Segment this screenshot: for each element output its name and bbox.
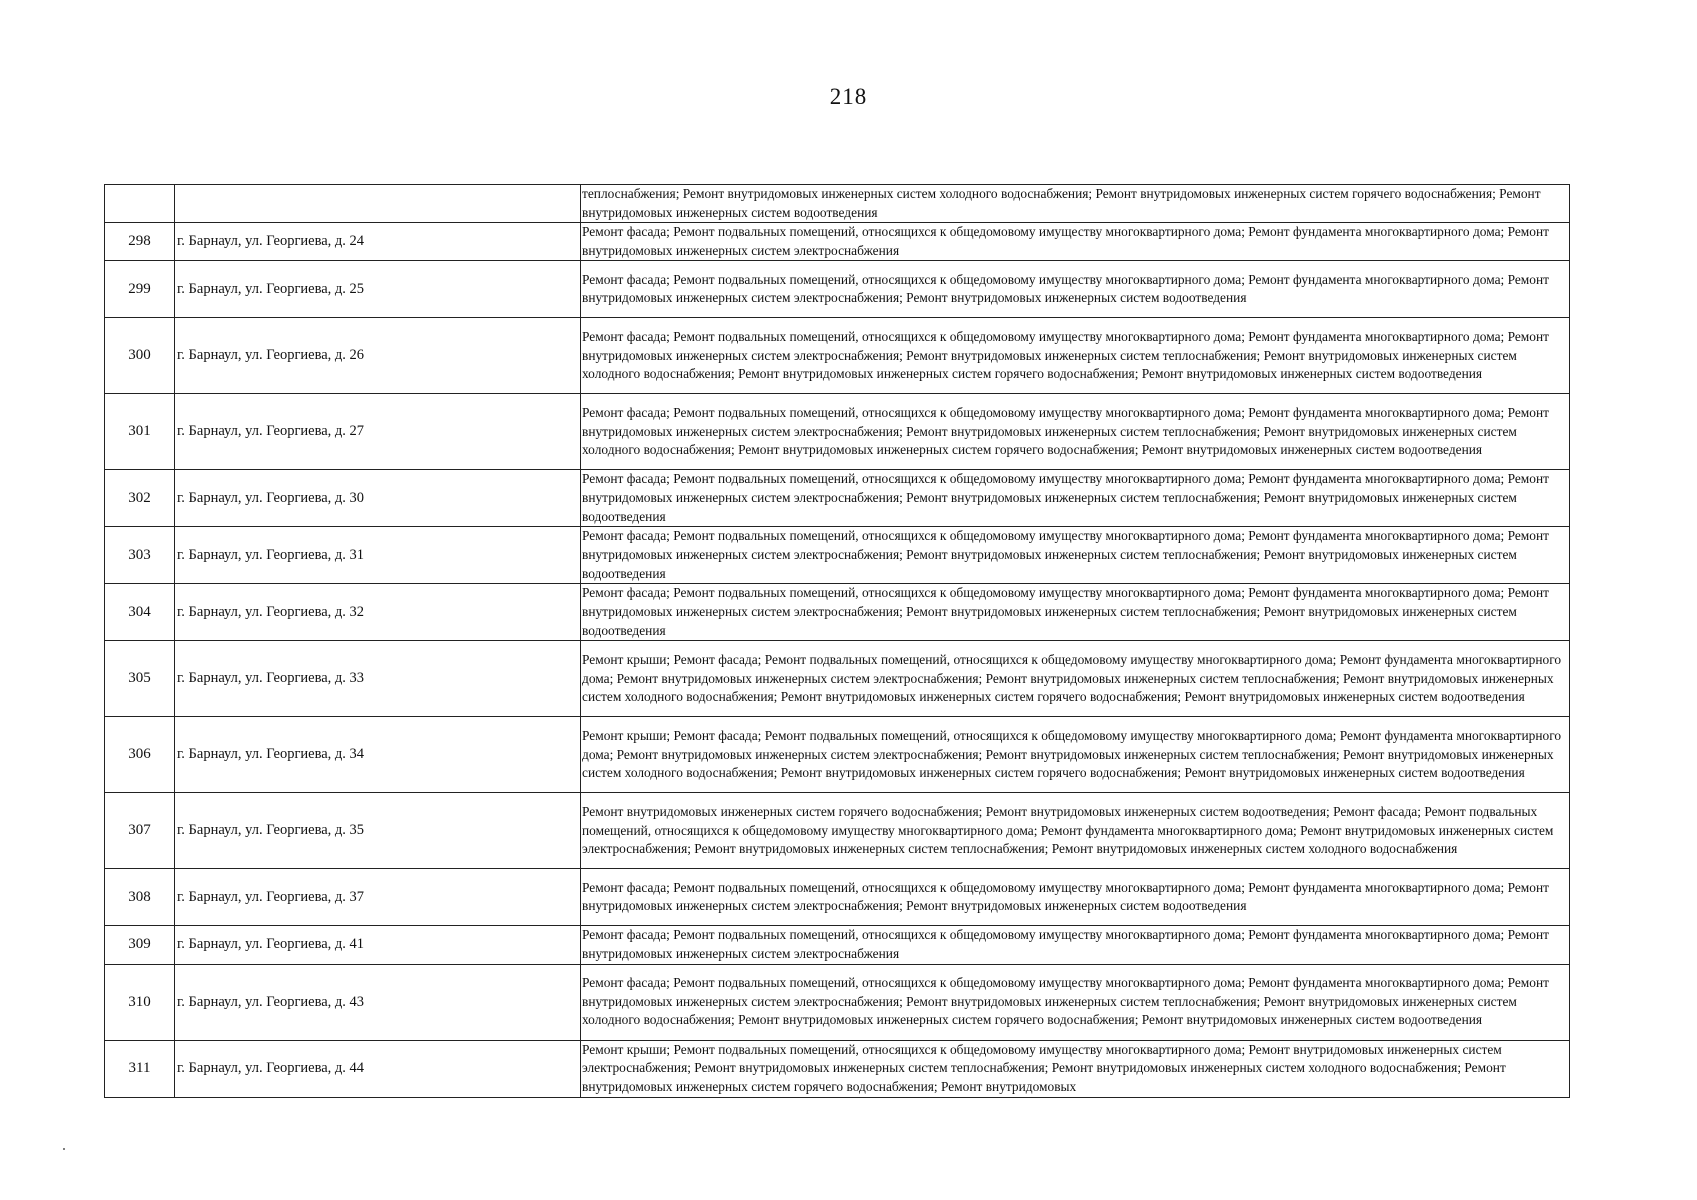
table-row: [105, 470, 1570, 527]
row-number-cell: 303: [105, 527, 175, 584]
row-number-cell: 300: [105, 318, 175, 394]
works-cell: Ремонт фасада; Ремонт подвальных помещений, относящихся к общедомовому имуществу многоквартирного дома; Ремонт фундамента многоквартирного дома; Ремонт внутридомовых инженерных систем электроснабжения; Ремонт внутридомовых инженерных систем водоотведения: [581, 869, 1570, 926]
works-cell: Ремонт крыши; Ремонт фасада; Ремонт подвальных помещений, относящихся к общедомовому имуществу многоквартирного дома; Ремонт фундамента многоквартирного дома; Ремонт внутридомовых инженерных систем электроснабжения; Ремонт внутридомовых инженерных систем теплоснабжения; Ремонт внутридомовых инженерных систем холодного водоснабжения; Ремонт внутридомовых инженерных систем горячего водоснабжения; Ремонт внутридомовых инженерных систем водоотведения: [581, 641, 1570, 717]
row-number-cell: 304: [105, 584, 175, 641]
address-cell: [175, 185, 581, 223]
row-number-cell: 301: [105, 394, 175, 470]
address-cell: г. Барнаул, ул. Георгиева, д. 27: [175, 394, 581, 470]
address-cell: г. Барнаул, ул. Георгиева, д. 33: [175, 641, 581, 717]
works-cell: Ремонт фасада; Ремонт подвальных помещений, относящихся к общедомовому имуществу многоквартирного дома; Ремонт фундамента многоквартирного дома; Ремонт внутридомовых инженерных систем электроснабжения: [581, 926, 1570, 964]
address-cell: г. Барнаул, ул. Георгиева, д. 25: [175, 261, 581, 318]
works-cell: Ремонт фасада; Ремонт подвальных помещений, относящихся к общедомовому имуществу многоквартирного дома; Ремонт фундамента многоквартирного дома; Ремонт внутридомовых инженерных систем электроснабжения; Ремонт внутридомовых инженерных систем теплоснабжения; Ремонт внутридомовых инженерных систем холодного водоснабжения; Ремонт внутридомовых инженерных систем горячего водоснабжения; Ремонт внутридомовых инженерных систем водоотведения: [581, 394, 1570, 470]
table-body: [105, 185, 1570, 1098]
address-cell: г. Барнаул, ул. Георгиева, д. 26: [175, 318, 581, 394]
works-cell: Ремонт фасада; Ремонт подвальных помещений, относящихся к общедомовому имуществу многоквартирного дома; Ремонт фундамента многоквартирного дома; Ремонт внутридомовых инженерных систем электроснабжения; Ремонт внутридомовых инженерных систем теплоснабжения; Ремонт внутридомовых инженерных систем холодного водоснабжения; Ремонт внутридомовых инженерных систем горячего водоснабжения; Ремонт внутридомовых инженерных систем водоотведения: [581, 964, 1570, 1040]
row-number-cell: 307: [105, 793, 175, 869]
works-cell: теплоснабжения; Ремонт внутридомовых инженерных систем холодного водоснабжения; Ремонт внутридомовых инженерных систем горячего водоснабжения; Ремонт внутридомовых инженерных систем водоотведения: [581, 185, 1570, 223]
table-row: [105, 964, 1570, 1040]
table-row: [105, 584, 1570, 641]
works-cell: Ремонт крыши; Ремонт подвальных помещений, относящихся к общедомовому имуществу многоквартирного дома; Ремонт внутридомовых инженерных систем электроснабжения; Ремонт внутридомовых инженерных систем теплоснабжения; Ремонт внутридомовых инженерных систем холодного водоснабжения; Ремонт внутридомовых инженерных систем горячего водоснабжения; Ремонт внутридомовых: [581, 1040, 1570, 1097]
page-number: 218: [829, 84, 868, 109]
row-number-cell: 299: [105, 261, 175, 318]
scan-speck: [63, 1148, 65, 1150]
table-row: [105, 223, 1570, 261]
works-cell: Ремонт фасада; Ремонт подвальных помещений, относящихся к общедомовому имуществу многоквартирного дома; Ремонт фундамента многоквартирного дома; Ремонт внутридомовых инженерных систем электроснабжения; Ремонт внутридомовых инженерных систем водоотведения: [581, 261, 1570, 318]
address-cell: г. Барнаул, ул. Георгиева, д. 24: [175, 223, 581, 261]
table-row: [105, 793, 1570, 869]
row-number-cell: 302: [105, 470, 175, 527]
row-number-cell: 309: [105, 926, 175, 964]
address-cell: г. Барнаул, ул. Георгиева, д. 30: [175, 470, 581, 527]
address-cell: г. Барнаул, ул. Георгиева, д. 41: [175, 926, 581, 964]
address-cell: г. Барнаул, ул. Георгиева, д. 35: [175, 793, 581, 869]
table-row: [105, 641, 1570, 717]
row-number-cell: 311: [105, 1040, 175, 1097]
address-cell: г. Барнаул, ул. Георгиева, д. 31: [175, 527, 581, 584]
address-cell: г. Барнаул, ул. Георгиева, д. 44: [175, 1040, 581, 1097]
repair-works-table: [104, 184, 1570, 1098]
works-cell: Ремонт фасада; Ремонт подвальных помещений, относящихся к общедомовому имуществу многоквартирного дома; Ремонт фундамента многоквартирного дома; Ремонт внутридомовых инженерных систем электроснабжения; Ремонт внутридомовых инженерных систем теплоснабжения; Ремонт внутридомовых инженерных систем водоотведения: [581, 527, 1570, 584]
works-cell: Ремонт фасада; Ремонт подвальных помещений, относящихся к общедомовому имуществу многоквартирного дома; Ремонт фундамента многоквартирного дома; Ремонт внутридомовых инженерных систем электроснабжения: [581, 223, 1570, 261]
row-number-cell: 306: [105, 717, 175, 793]
table-row-continuation: [105, 185, 1570, 223]
table-row: [105, 318, 1570, 394]
works-cell: Ремонт крыши; Ремонт фасада; Ремонт подвальных помещений, относящихся к общедомовому имуществу многоквартирного дома; Ремонт фундамента многоквартирного дома; Ремонт внутридомовых инженерных систем электроснабжения; Ремонт внутридомовых инженерных систем теплоснабжения; Ремонт внутридомовых инженерных систем холодного водоснабжения; Ремонт внутридомовых инженерных систем горячего водоснабжения; Ремонт внутридомовых инженерных систем водоотведения: [581, 717, 1570, 793]
table-row: [105, 1040, 1570, 1097]
table-row: [105, 717, 1570, 793]
row-number-cell: [105, 185, 175, 223]
table-row: [105, 394, 1570, 470]
address-cell: г. Барнаул, ул. Георгиева, д. 43: [175, 964, 581, 1040]
row-number-cell: 310: [105, 964, 175, 1040]
works-cell: Ремонт фасада; Ремонт подвальных помещений, относящихся к общедомовому имуществу многоквартирного дома; Ремонт фундамента многоквартирного дома; Ремонт внутридомовых инженерных систем электроснабжения; Ремонт внутридомовых инженерных систем теплоснабжения; Ремонт внутридомовых инженерных систем водоотведения: [581, 584, 1570, 641]
address-cell: г. Барнаул, ул. Георгиева, д. 32: [175, 584, 581, 641]
table-row: [105, 926, 1570, 964]
row-number-cell: 308: [105, 869, 175, 926]
works-cell: Ремонт фасада; Ремонт подвальных помещений, относящихся к общедомовому имуществу многоквартирного дома; Ремонт фундамента многоквартирного дома; Ремонт внутридомовых инженерных систем электроснабжения; Ремонт внутридомовых инженерных систем теплоснабжения; Ремонт внутридомовых инженерных систем холодного водоснабжения; Ремонт внутридомовых инженерных систем горячего водоснабжения; Ремонт внутридомовых инженерных систем водоотведения: [581, 318, 1570, 394]
row-number-cell: 305: [105, 641, 175, 717]
works-cell: Ремонт внутридомовых инженерных систем горячего водоснабжения; Ремонт внутридомовых инженерных систем водоотведения; Ремонт фасада; Ремонт подвальных помещений, относящихся к общедомовому имуществу многоквартирного дома; Ремонт фундамента многоквартирного дома; Ремонт внутридомовых инженерных систем электроснабжения; Ремонт внутридомовых инженерных систем теплоснабжения; Ремонт внутридомовых инженерных систем холодного водоснабжения: [581, 793, 1570, 869]
address-cell: г. Барнаул, ул. Георгиева, д. 37: [175, 869, 581, 926]
table-row: [105, 527, 1570, 584]
works-cell: Ремонт фасада; Ремонт подвальных помещений, относящихся к общедомовому имуществу многоквартирного дома; Ремонт фундамента многоквартирного дома; Ремонт внутридомовых инженерных систем электроснабжения; Ремонт внутридомовых инженерных систем теплоснабжения; Ремонт внутридомовых инженерных систем водоотведения: [581, 470, 1570, 527]
address-cell: г. Барнаул, ул. Георгиева, д. 34: [175, 717, 581, 793]
table-row: [105, 869, 1570, 926]
table-row: [105, 261, 1570, 318]
row-number-cell: 298: [105, 223, 175, 261]
